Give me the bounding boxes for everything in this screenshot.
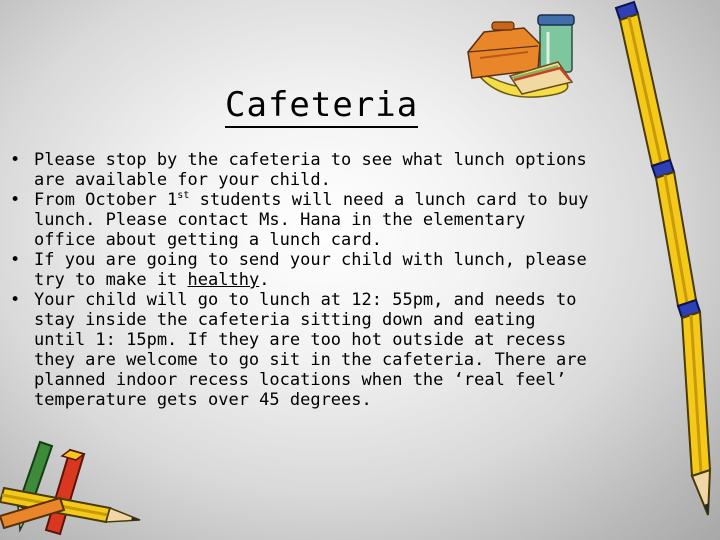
pencil-right-icon [598, 0, 720, 540]
bullet-text: If you are going to send your child with lunch, please try to make it [34, 250, 587, 290]
bullet-text: From October 1 [34, 190, 178, 210]
bullet-item [8, 190, 593, 250]
ordinal-suffix: st [177, 190, 190, 201]
bullet-dot: • [10, 250, 21, 270]
bullet-text: Please stop by the cafeteria to see what lunch options are available for your child. [34, 150, 587, 190]
bullet-item [8, 290, 593, 410]
bullet-dot: • [10, 190, 21, 210]
bullet-item [8, 150, 593, 190]
bullet-dot: • [10, 150, 21, 170]
underlined-word: healthy [187, 270, 260, 290]
bullet-text: Your child will go to lunch at 12: 55pm, and needs to stay inside the cafeteria sitting down and eating until 1: 15pm. If they are too hot outside at recess they are welcome to go sit in the cafeteria. There are planned indoor recess locations when the ‘real feel’ temperature gets over 45 degrees. [34, 290, 587, 410]
bullet-dot: • [10, 290, 21, 310]
pencils-bottom-left-icon [0, 438, 150, 540]
bullet-text: students will need a lunch card to buy lunch. Please contact Ms. Hana in the elementary office about getting a lunch card. [34, 190, 589, 250]
bullet-list [8, 150, 593, 410]
lunch-clipart-icon [462, 10, 594, 105]
slide-title: Cafeteria [225, 84, 418, 128]
bullet-item [8, 250, 593, 290]
bullet-text: . [259, 270, 270, 290]
